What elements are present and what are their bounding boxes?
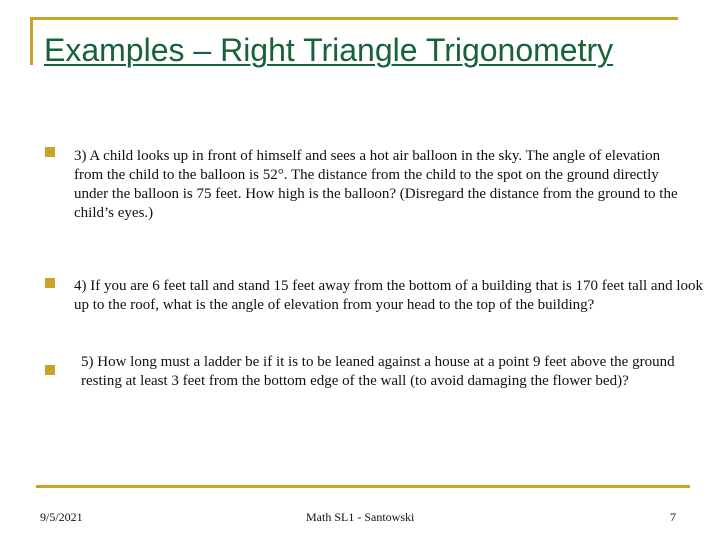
bullet-icon: [45, 278, 55, 288]
footer-title: Math SL1 - Santowski: [306, 510, 415, 524]
footer-date: 9/5/2021: [40, 510, 83, 524]
page-number: 7: [670, 510, 676, 524]
bullet-icon: [45, 365, 55, 375]
bullet-icon: [45, 147, 55, 157]
problem-4: 4) If you are 6 feet tall and stand 15 feet away from the bottom of a building that is 170 feet tall and look up to the roof, what is the angle of elevation from your head to the top of the building?: [74, 278, 703, 313]
left-border-line: [30, 17, 33, 65]
bottom-border-line: [36, 485, 690, 488]
problem-3: 3) A child looks up in front of himself and sees a hot air balloon in the sky. The angle of elevation from the child to the balloon is 52°. The distance from the child to the spot on the ground directly under the balloon is 75 feet. How high is the balloon? (Disregard the distance from the ground to the child’s eyes.): [74, 148, 678, 221]
problem-5: 5) How long must a ladder be if it is to be leaned against a house at a point 9 feet above the ground resting at least 3 feet from the bottom edge of the wall (to avoid damaging the flower bed)?: [81, 354, 675, 389]
top-border-line: [30, 17, 678, 20]
slide-title: Examples – Right Triangle Trigonometry: [44, 32, 614, 68]
